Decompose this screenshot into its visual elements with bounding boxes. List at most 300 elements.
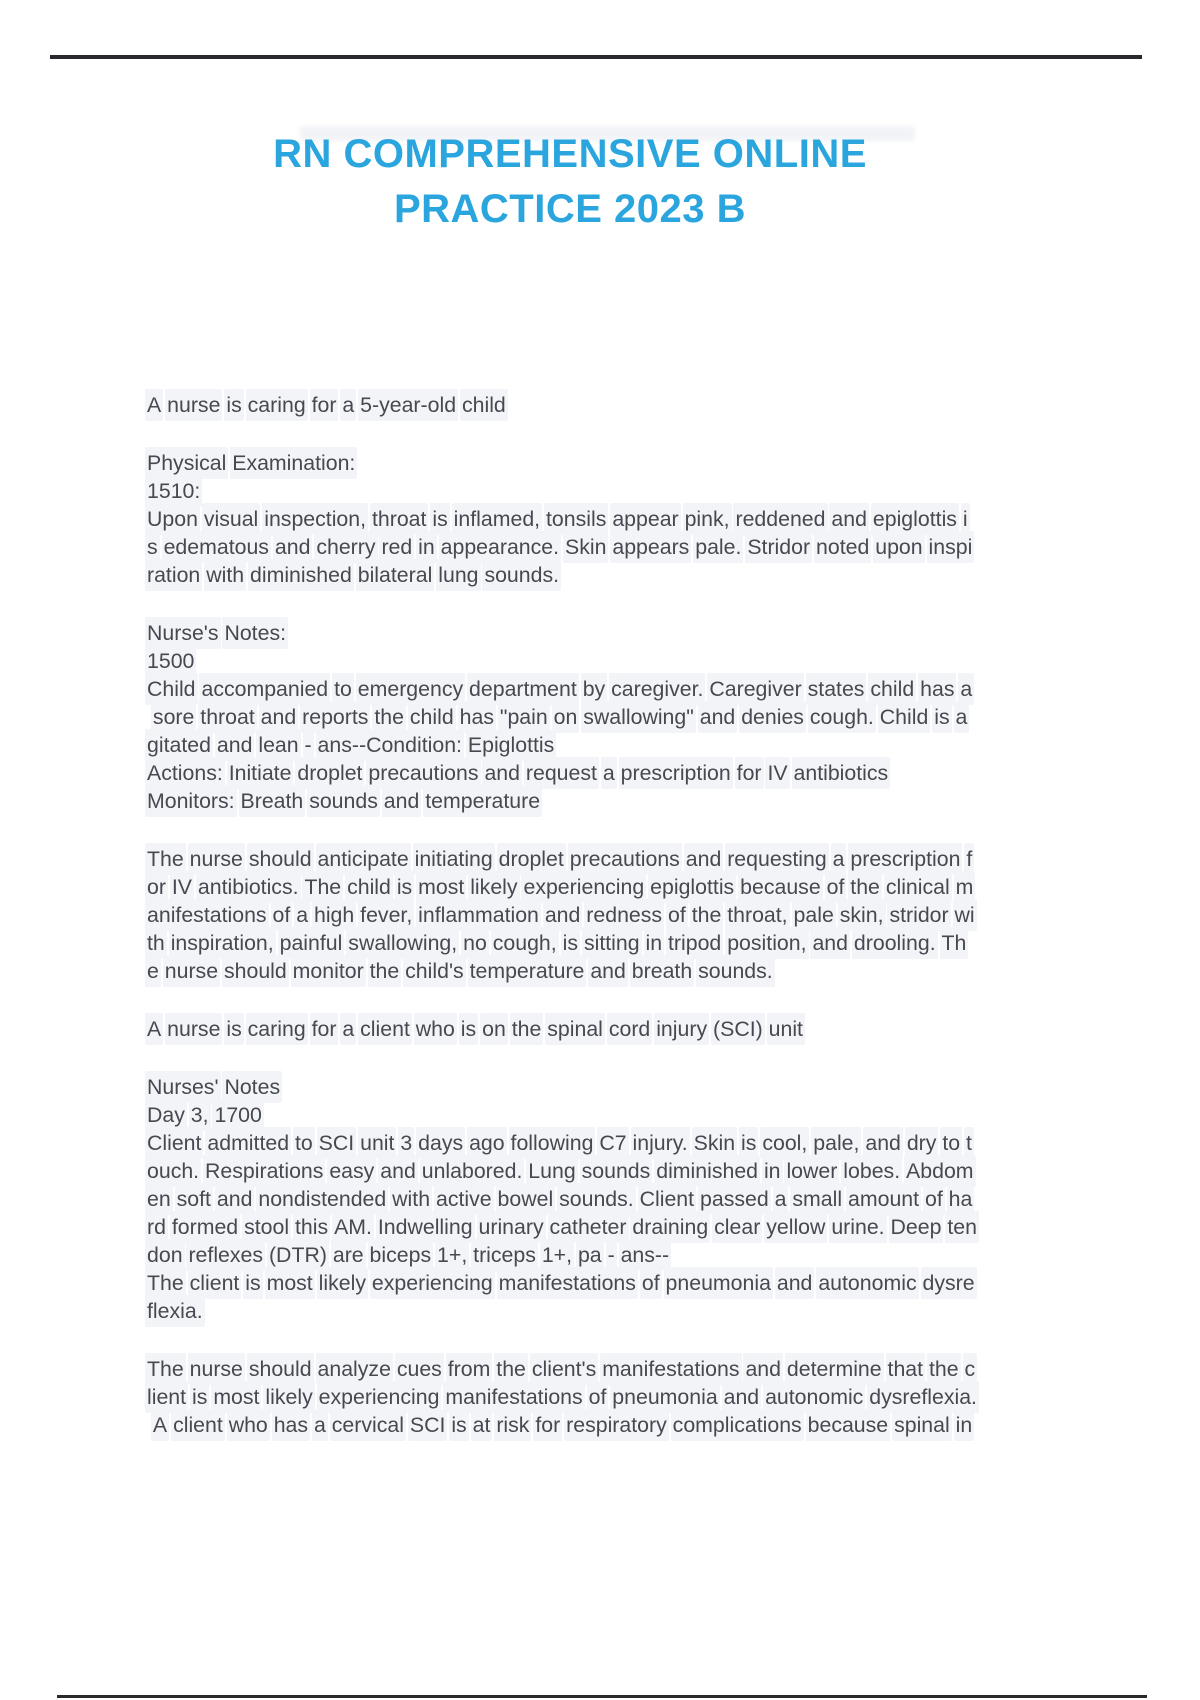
word-highlight: and [775, 1267, 815, 1299]
word-highlight: visual [202, 503, 260, 535]
word-highlight: triceps [471, 1239, 538, 1271]
word-highlight: ha [947, 1183, 975, 1215]
text-line [147, 533, 1127, 561]
word-highlight: of [271, 899, 293, 931]
word-highlight: client [358, 1013, 412, 1045]
word-highlight: and [743, 1353, 783, 1385]
word-highlight: likely [263, 1381, 314, 1413]
word-highlight: s [145, 531, 160, 563]
word-highlight: a [831, 843, 847, 875]
text-block [147, 619, 1127, 815]
word-highlight: initiating [413, 843, 495, 875]
word-highlight: and [273, 531, 313, 563]
word-highlight: IV [170, 871, 194, 903]
document-content [147, 391, 1127, 1469]
word-highlight: A [145, 1013, 163, 1045]
word-highlight: appears [610, 531, 691, 563]
word-highlight: temperature [423, 785, 542, 817]
word-highlight: precautions [366, 757, 480, 789]
word-highlight: urinary [477, 1211, 546, 1243]
word-highlight: for [310, 1013, 339, 1045]
word-highlight: for [533, 1409, 562, 1441]
word-highlight: C7 [597, 1127, 628, 1159]
word-highlight: ans--Condition: [316, 729, 464, 761]
word-highlight: breath [630, 955, 694, 987]
word-highlight: is [224, 1013, 243, 1045]
text-line [147, 731, 1127, 759]
word-highlight: spinal [892, 1409, 952, 1441]
word-highlight: a [773, 1183, 789, 1215]
word-highlight: the [510, 1013, 544, 1045]
word-highlight: determine [785, 1353, 884, 1385]
word-highlight: following [509, 1127, 596, 1159]
word-highlight: lobes. [841, 1155, 902, 1187]
word-highlight: throat [370, 503, 428, 535]
word-highlight: throat, [725, 899, 789, 931]
word-highlight: th [145, 927, 167, 959]
word-highlight: Th [940, 927, 969, 959]
word-highlight: biceps [368, 1239, 434, 1271]
word-highlight: inspiration, [169, 927, 276, 959]
word-highlight: soft [175, 1183, 213, 1215]
word-highlight: is [224, 389, 243, 421]
word-highlight: Indwelling [376, 1211, 475, 1243]
word-highlight: on [480, 1013, 508, 1045]
word-highlight: the [372, 701, 406, 733]
word-highlight: of [666, 899, 688, 931]
word-highlight: Day [145, 1099, 187, 1131]
word-highlight: unit [767, 1013, 805, 1045]
text-line [147, 1241, 1127, 1269]
word-highlight: and [684, 843, 724, 875]
word-highlight: should [247, 843, 314, 875]
word-highlight: antibiotics [792, 757, 891, 789]
word-highlight: A [145, 389, 163, 421]
word-highlight: draining [630, 1211, 710, 1243]
text-line [147, 561, 1127, 589]
word-highlight: respiratory [564, 1409, 669, 1441]
word-highlight: emergency [356, 673, 465, 705]
word-highlight: AM. [332, 1211, 374, 1243]
word-highlight: stridor [887, 899, 950, 931]
word-highlight: autonomic [763, 1381, 865, 1413]
text-line [147, 1129, 1127, 1157]
word-highlight: client's [530, 1353, 598, 1385]
text-block [147, 845, 1127, 985]
word-highlight: 1700 [212, 1099, 263, 1131]
word-highlight: and [543, 899, 583, 931]
word-highlight: cherry [314, 531, 377, 563]
word-highlight: pale. [693, 531, 743, 563]
word-highlight: and [588, 955, 628, 987]
word-highlight: fever, [358, 899, 414, 931]
word-highlight: the [368, 955, 402, 987]
word-highlight: temperature [468, 955, 587, 987]
word-highlight: child's [403, 955, 466, 987]
word-highlight: and [382, 785, 422, 817]
word-highlight: Notes [222, 1071, 282, 1103]
word-highlight: tripod [666, 927, 723, 959]
word-highlight: Child [878, 701, 931, 733]
word-highlight: - [303, 729, 314, 761]
word-highlight: on [552, 701, 580, 733]
word-highlight: diminished [248, 559, 354, 591]
word-highlight: inspection, [262, 503, 368, 535]
word-highlight: Physical [145, 447, 228, 479]
word-highlight: most [211, 1381, 261, 1413]
word-highlight: Monitors: [145, 785, 237, 817]
word-highlight: tonsils [544, 503, 608, 535]
text-line [147, 957, 1127, 985]
word-highlight: The [302, 871, 343, 903]
word-highlight: 1500 [145, 645, 196, 677]
word-highlight: nurse [163, 955, 220, 987]
word-highlight: sounds. [557, 1183, 636, 1215]
word-highlight: manifestations [497, 1267, 638, 1299]
word-highlight: is [932, 701, 951, 733]
word-highlight: pale, [811, 1127, 861, 1159]
word-highlight: Child [145, 673, 198, 705]
word-highlight: The [145, 843, 186, 875]
word-highlight: t [964, 1127, 974, 1159]
word-highlight: request [524, 757, 599, 789]
word-highlight: a [312, 1409, 328, 1441]
word-highlight: and [259, 701, 299, 733]
word-highlight: drooling. [852, 927, 938, 959]
word-highlight: likely [317, 1267, 368, 1299]
word-highlight: i [961, 503, 970, 535]
word-highlight: flexia. [145, 1295, 205, 1327]
text-line [147, 1073, 1127, 1101]
word-highlight: Skin [692, 1127, 737, 1159]
word-highlight: risk [494, 1409, 531, 1441]
word-highlight: client [171, 1409, 225, 1441]
word-highlight: Skin [563, 531, 608, 563]
word-highlight: ans-- [619, 1239, 672, 1271]
word-highlight: amount [846, 1183, 921, 1215]
word-highlight: high [312, 899, 356, 931]
word-highlight: prescription [848, 843, 962, 875]
word-highlight: a [601, 757, 617, 789]
word-highlight: and [215, 1183, 255, 1215]
word-highlight: A [151, 1409, 169, 1441]
word-highlight: 3 [398, 1127, 414, 1159]
page-title-line-2: PRACTICE 2023 B [393, 187, 747, 231]
word-highlight: The [145, 1353, 186, 1385]
word-highlight: Initiate [227, 757, 294, 789]
text-block [147, 1355, 1127, 1439]
word-highlight: no [461, 927, 489, 959]
word-highlight: redness [584, 899, 664, 931]
text-line [147, 391, 1127, 419]
word-highlight: m [954, 871, 976, 903]
text-line [147, 1269, 1127, 1297]
word-highlight: Nurses' [145, 1071, 221, 1103]
word-highlight: noted [814, 531, 871, 563]
word-highlight: lung [436, 559, 480, 591]
word-highlight: experiencing [317, 1381, 442, 1413]
text-line [147, 1213, 1127, 1241]
word-highlight: requesting [725, 843, 828, 875]
word-highlight: position, [725, 927, 808, 959]
word-highlight: a [294, 899, 310, 931]
word-highlight: in [644, 927, 665, 959]
word-highlight: ration [145, 559, 202, 591]
page-title-line-1: RN COMPREHENSIVE ONLINE [273, 132, 867, 176]
word-highlight: edematous [162, 531, 271, 563]
word-highlight: monitor [291, 955, 366, 987]
word-highlight: clear [712, 1211, 762, 1243]
text-line [147, 1157, 1127, 1185]
word-highlight: is [739, 1127, 758, 1159]
word-highlight: nondistended [256, 1183, 388, 1215]
word-highlight: caring [246, 1013, 308, 1045]
word-highlight: for [735, 757, 764, 789]
word-highlight: and [863, 1127, 903, 1159]
word-highlight: swallowing, [346, 927, 459, 959]
word-highlight: and [829, 503, 869, 535]
word-highlight: pa [576, 1239, 604, 1271]
word-highlight: and [810, 927, 850, 959]
word-highlight: from [446, 1353, 493, 1385]
word-highlight: dry [905, 1127, 939, 1159]
word-highlight: by [581, 673, 608, 705]
word-highlight: urine. [829, 1211, 886, 1243]
word-highlight: stool [242, 1211, 291, 1243]
word-highlight: because [806, 1409, 891, 1441]
word-highlight: sitting [582, 927, 642, 959]
text-block [147, 391, 1127, 419]
word-highlight: diminished [654, 1155, 760, 1187]
word-highlight: autonomic [816, 1267, 918, 1299]
word-highlight: nurse [188, 1353, 245, 1385]
word-highlight: and [698, 701, 738, 733]
word-highlight: yellow [764, 1211, 827, 1243]
word-highlight: is [449, 1409, 468, 1441]
word-highlight: department [467, 673, 579, 705]
word-highlight: or [145, 871, 168, 903]
word-highlight: has [272, 1409, 310, 1441]
word-highlight: a [340, 1013, 356, 1045]
text-line [147, 505, 1127, 533]
word-highlight: cervical [330, 1409, 406, 1441]
word-highlight: antibiotics. [196, 871, 301, 903]
text-block [147, 449, 1127, 589]
word-highlight: 1510: [145, 475, 202, 507]
word-highlight: that [886, 1353, 926, 1385]
word-highlight: manifestations [443, 1381, 584, 1413]
word-highlight: anifestations [145, 899, 269, 931]
word-highlight: en [145, 1183, 173, 1215]
word-highlight: pneumonia [610, 1381, 719, 1413]
word-highlight: f [964, 843, 974, 875]
word-highlight: anticipate [316, 843, 411, 875]
word-highlight: should [247, 1353, 314, 1385]
word-highlight: is [561, 927, 580, 959]
word-highlight: sore [151, 701, 196, 733]
word-highlight: reflexes [186, 1239, 265, 1271]
word-highlight: rd [145, 1211, 168, 1243]
word-highlight: dysre [921, 1267, 977, 1299]
word-highlight: child [868, 673, 916, 705]
word-highlight: red [379, 531, 414, 563]
text-line [147, 787, 1127, 815]
word-highlight: Breath [239, 785, 306, 817]
word-highlight: because [738, 871, 823, 903]
word-highlight: pneumonia [664, 1267, 773, 1299]
word-highlight: admitted [205, 1127, 291, 1159]
word-highlight: wi [953, 899, 977, 931]
word-highlight: sounds. [482, 559, 561, 591]
word-highlight: precautions [568, 843, 682, 875]
word-highlight: SCI [408, 1409, 448, 1441]
word-highlight: ouch. [145, 1155, 201, 1187]
word-highlight: caring [246, 389, 308, 421]
word-highlight: Client [145, 1127, 203, 1159]
word-highlight: Examination: [230, 447, 357, 479]
word-highlight: pink, [683, 503, 732, 535]
word-highlight: don [145, 1239, 185, 1271]
word-highlight: bilateral [356, 559, 435, 591]
word-highlight: epiglottis [648, 871, 736, 903]
word-highlight: unlabored. [420, 1155, 525, 1187]
word-highlight: to [940, 1127, 962, 1159]
word-highlight: accompanied [199, 673, 330, 705]
word-highlight: has [918, 673, 956, 705]
word-highlight: of [923, 1183, 945, 1215]
word-highlight: the [848, 871, 882, 903]
word-highlight: upon [873, 531, 924, 563]
word-highlight: cool, [760, 1127, 809, 1159]
word-highlight: is [243, 1267, 262, 1299]
text-line [147, 619, 1127, 647]
word-highlight: is [190, 1381, 209, 1413]
word-highlight: Client [638, 1183, 696, 1215]
word-highlight: Respirations [203, 1155, 325, 1187]
top-rule [50, 55, 1142, 59]
word-highlight: in [762, 1155, 783, 1187]
word-highlight: and [215, 729, 255, 761]
word-highlight: droplet [497, 843, 566, 875]
word-highlight: IV [765, 757, 789, 789]
word-highlight: The [145, 1267, 186, 1299]
word-highlight: is [430, 503, 449, 535]
text-line [147, 647, 1127, 675]
word-highlight: cough, [491, 927, 559, 959]
word-highlight: sounds [307, 785, 380, 817]
word-highlight: lient [145, 1381, 188, 1413]
word-highlight: a [340, 389, 356, 421]
text-line [147, 1101, 1127, 1129]
word-highlight: lower [784, 1155, 839, 1187]
text-line [147, 929, 1127, 957]
text-line [147, 1411, 1127, 1439]
word-highlight: reports [300, 701, 370, 733]
word-highlight: are [331, 1239, 366, 1271]
text-block [147, 1073, 1127, 1325]
word-highlight: who [414, 1013, 457, 1045]
text-line [147, 1297, 1127, 1325]
text-line [147, 675, 1127, 703]
word-highlight: has [458, 701, 496, 733]
word-highlight: with [390, 1183, 432, 1215]
word-highlight: of [825, 871, 847, 903]
word-highlight: is [459, 1013, 478, 1045]
word-highlight: sounds [580, 1155, 653, 1187]
word-highlight: e [145, 955, 161, 987]
word-highlight: Actions: [145, 757, 225, 789]
word-highlight: 3, [189, 1099, 211, 1131]
word-highlight: active [434, 1183, 494, 1215]
word-highlight: analyze [316, 1353, 393, 1385]
word-highlight: SCI [317, 1127, 357, 1159]
word-highlight: of [587, 1381, 609, 1413]
word-highlight: and [722, 1381, 762, 1413]
word-highlight: skin, [838, 899, 886, 931]
word-highlight: Upon [145, 503, 200, 535]
word-highlight: spinal [545, 1013, 605, 1045]
word-highlight: 5-year-old [358, 389, 458, 421]
word-highlight: formed [170, 1211, 240, 1243]
word-highlight: Stridor [745, 531, 812, 563]
word-highlight: clinical [884, 871, 952, 903]
word-highlight: Caregiver [707, 673, 803, 705]
word-highlight: ten [945, 1211, 979, 1243]
word-highlight: in [954, 1409, 975, 1441]
word-highlight: with [204, 559, 246, 591]
word-highlight: pale [792, 899, 836, 931]
word-highlight: experiencing [370, 1267, 495, 1299]
word-highlight: injury [654, 1013, 709, 1045]
text-line [147, 703, 1127, 731]
text-line [147, 1383, 1127, 1411]
word-highlight: catheter [548, 1211, 629, 1243]
page-title [0, 127, 1140, 237]
word-highlight: at [471, 1409, 493, 1441]
word-highlight: client [188, 1267, 242, 1299]
word-highlight: 1+, [435, 1239, 469, 1271]
word-highlight: to [293, 1127, 315, 1159]
text-line [147, 1015, 1127, 1043]
word-highlight: nurse [188, 843, 245, 875]
bottom-rule [57, 1695, 1147, 1698]
word-highlight: days [416, 1127, 465, 1159]
word-highlight: and [378, 1155, 418, 1187]
word-highlight: Nurse's [145, 617, 221, 649]
word-highlight: who [227, 1409, 270, 1441]
word-highlight: small [790, 1183, 844, 1215]
word-highlight: injury. [631, 1127, 690, 1159]
text-line [147, 1185, 1127, 1213]
word-highlight: states [806, 673, 867, 705]
word-highlight: caregiver. [609, 673, 705, 705]
text-block [147, 1015, 1127, 1043]
text-line [147, 477, 1127, 505]
word-highlight: child [408, 701, 456, 733]
word-highlight: inflammation [416, 899, 541, 931]
word-highlight: in [416, 531, 437, 563]
word-highlight: most [265, 1267, 315, 1299]
word-highlight: swallowing" [581, 701, 696, 733]
word-highlight: 1+, [540, 1239, 574, 1271]
word-highlight: cord [607, 1013, 652, 1045]
word-highlight: Abdom [904, 1155, 975, 1187]
word-highlight: easy [327, 1155, 376, 1187]
word-highlight: painful [278, 927, 345, 959]
word-highlight: dysreflexia. [867, 1381, 979, 1413]
word-highlight: Epiglottis [466, 729, 556, 761]
word-highlight: this [293, 1211, 330, 1243]
